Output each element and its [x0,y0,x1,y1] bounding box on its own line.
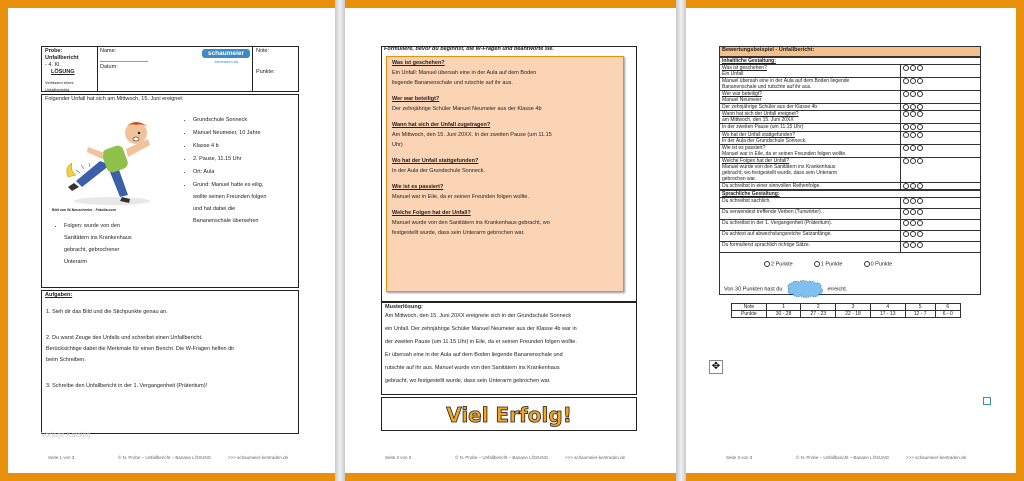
content-table [719,57,981,190]
wquestions-frame [381,46,637,302]
criterion-line: Wer war beteiligt? [722,91,762,97]
rating-faces [901,230,981,241]
grade-cell: 3 [836,303,871,310]
answer-line: Manuel war in Eile, da er seinen Freunden folgen wollte. [392,194,529,200]
content-row [720,124,981,131]
grade-cell: Punkte [732,310,767,317]
question: Welche Folgen hat der Unfall? [392,210,471,216]
fact-item: • Klasse 4 b [193,143,266,150]
criterion-line: Was ist geschehen? [722,65,767,71]
rating-faces [901,197,981,208]
grade-cell: 6 [935,303,960,310]
fact-item: • Grund: Manuel hatte es eilig, [193,182,266,189]
task-2-note: Berücksichtige dabei die Merkmale für einen Bericht. Die W-Fragen helfen dir [46,346,235,352]
answer-line: Uhr) [392,142,403,148]
criterion [720,104,901,111]
evaluation-sheet [719,46,981,318]
answer-box [386,56,624,292]
criterion [720,124,901,131]
answer-line: Manuel wurde von den Sanitätern ins Krankenhaus gebracht, wo [392,220,550,226]
question: Wo hat der Unfall stattgefunden? [392,158,479,164]
grade-cell: 30 - 28 [766,310,801,317]
solution-label: LÖSUNG [51,69,75,75]
evaluation-title: Bewertungsbeispiel - Unfallbericht: [719,46,981,57]
language-row [720,219,981,230]
grade-cell: 6 - 0 [935,310,960,317]
grade-row [732,310,961,317]
answer-line: In der Aula der Grundschule Sonneck. [392,168,485,174]
consequence-list [64,223,132,271]
page-2 [345,8,678,473]
consequence-line: Unterarm [64,259,87,265]
rating-faces [901,91,981,104]
scenario-box [41,94,299,288]
solution-line: Er übersah eine in der Aula auf dem Boden liegende Bananenschale und [385,352,563,358]
rating-faces [901,78,981,91]
content-row [720,111,981,124]
score-cloud-icon [784,280,826,298]
solution-box [381,302,637,395]
solution-text [385,313,577,391]
language-table [719,190,981,253]
facts-list [193,117,266,230]
footer-page-number: Seite 1 von 3 [48,455,75,460]
solution-line: Am Mittwoch, den 15. Juni 20XX ereignete sich in der Grundschule Sonneck [385,313,572,319]
criterion: Du formulierst sprachlich richtige Sätze. [720,241,901,252]
task-2-note-cont: beim Schreiben. [46,357,86,363]
criterion-line: Bananenschale und rutschte auf ihr aus. [722,84,812,90]
footer-copyright: © N. Probe – Unfallbericht – Banane LÖSUNG [796,455,890,460]
closing-text: Viel Erfolg! [446,403,572,427]
criterion: Du achtest auf abwechslungsreiche Satzanfänge. [720,230,901,241]
rating-faces [901,182,981,189]
footer-website: >>> schaumeier-kentraden.de [565,455,626,460]
criterion-line: Wo hat der Unfall stattgefunden? [722,131,796,138]
criterion-line: Der zehnjährige Schüler aus der Klasse 4b [722,104,818,110]
grade-cell: 1 [766,303,801,310]
answer-line: Ein Unfall: Manuel übersah eine in der Aula auf dem Boden [392,70,537,76]
resize-handle-icon[interactable] [983,397,991,405]
rating-faces [901,104,981,111]
consequence-line: Sanitätern ins Krankenhaus [64,235,132,241]
language-row [720,230,981,241]
criterion: Du schreibst in der 1. Vergangenheit (Präteritum). [720,219,901,230]
grade-cell: 4 [870,303,905,310]
instruction: Formuliere, bevor du beginnst, die W-Fragen und beantworte sie. [384,46,555,52]
grade-cell: 2 [801,303,836,310]
page-3 [686,8,1016,473]
score-line: Von 30 Punkten hast du erreicht. [724,280,847,298]
fact-item: • Ort: Aula [193,169,266,176]
grade-cell: 17 - 13 [870,310,905,317]
criterion-line: am Mittwoch, den 15. Juni 20XX [722,117,794,124]
content-row [720,104,981,111]
solution-line: gebracht, wo festgestellt wurde, dass sein Unterarm gebrochen war. [385,378,551,384]
criterion [720,111,901,124]
fact-item: und hat dabei die [193,206,236,212]
subtitle: Verfassen eines Unfallberichts [45,80,74,92]
solution-title: Musterlösung: [385,304,423,310]
answer-line: liegende Bananenschale und rutschte auf ihr aus. [392,80,513,86]
footer-copyright: © N. Probe – Unfallbericht – Banane LÖSUNG [455,455,549,460]
legend-box [719,253,981,295]
criterion-line: gebrochen war. [722,175,757,182]
answer-line: festgestellt wurde, dass sein Unterarm gebrochen war. [392,230,525,236]
rating-faces [901,241,981,252]
footer-page-number: Seite 3 von 3 [726,455,753,460]
fact-item: • 2. Pause, 11.15 Uhr [193,156,266,163]
grade-cell: 27 - 23 [801,310,836,317]
consequence-line: • Folgen: wurde von den [64,223,132,230]
watermark: Vorlage Katalog [41,432,91,439]
question: Wie ist es passiert? [392,184,444,190]
grade-cell: 12 - 7 [905,310,935,317]
rating-faces [901,111,981,124]
footer-website: >>> schaumeier-kentraden.de [906,455,967,460]
solution-line: ein Unfall. Der zehnjährige Schüler Manuel Neumeier aus der Klasse 4b war in [385,326,577,332]
task-2: 2. Du warst Zeuge des Unfalls und schreibst einen Unfallbericht. [46,335,203,341]
intro-text: Folgender Unfall hat sich am Mittwoch, 15. Juni ereignet: [45,96,184,102]
answer-line: Am Mittwoch, den 15. Juni 20XX. In der zweiten Pause (um 11.15 [392,132,552,138]
page-1 [8,8,335,473]
content-row [720,157,981,182]
content-row [720,91,981,104]
content-row [720,182,981,189]
rating-faces [901,144,981,157]
fact-item: • Manuel Neumeier, 10 Jahre [193,130,266,137]
grade-table [731,303,961,318]
criterion-line: Wann hat sich der Unfall ereignet? [722,111,799,118]
slipping-boy-illustration [60,117,172,207]
grade-cell: 22 - 18 [836,310,871,317]
page-gap [676,0,686,481]
fact-item: • Grundschule Sonneck [193,117,266,124]
criterion: Du schreibst sachlich. [720,197,901,208]
criterion-line: In der zweiten Pause (um 11.15 Uhr) [722,124,804,131]
criterion-line: Wie ist es passiert? [722,144,766,151]
solution-line: rutschte auf ihr aus. Manuel wurde von den Sanitätern ins Krankenhaus [385,365,560,371]
footer-page-number: Seite 2 von 3 [385,455,412,460]
criterion [720,157,901,182]
tasks-title: Aufgaben: [45,292,73,298]
rating-faces [901,208,981,219]
content-row [720,65,981,78]
criterion: Du verwendest treffende Verben (Tunwörter). [720,208,901,219]
move-handle-icon[interactable]: ✥ [709,360,723,374]
content-row [720,144,981,157]
answer-line: Der zehnjährige Schüler Manuel Neumeier aus der Klasse 4b [392,106,542,112]
criterion [720,182,901,189]
question: Wann hat sich der Unfall zugetragen? [392,122,491,128]
rating-faces [901,131,981,144]
criterion-line: Ein Unfall [722,71,744,77]
grade-row [732,303,961,310]
closing-box [381,397,637,431]
criterion-line: In der Aula der Grundschule Sonneck. [722,137,807,144]
rating-faces [901,157,981,182]
grade-cell: 5 [905,303,935,310]
logo: schaumeier -kentraden.de [202,49,250,73]
name-label: Name: [100,48,117,54]
criterion-line: Manuel Neumeier [722,97,762,103]
criterion [720,131,901,144]
note-label: Note: [256,48,270,54]
task-3: 3. Schreibe den Unfallbericht in der 1. Vergangenheit (Präteritum)! [46,383,208,389]
criterion-line: Du schreibst in einer sinnvollen Reihenfolge. [722,182,821,189]
legend: 2 Punkte 1 Punkte 0 Punkte [764,261,892,268]
criterion-line: Manuel wurde von den Sanitätern ins Krankenhaus [722,163,836,170]
criterion [720,65,901,78]
content-row [720,131,981,144]
criterion-line: Manuel übersah eine in der Aula auf dem Boden liegende [722,78,850,84]
image-caption: Bild von W-Neuschreier - Fotolia.com [52,208,116,212]
solution-line: der zweiten Pause (um 11.15 Uhr) in Eile, da er seinen Freunden folgen wollte. [385,339,577,345]
page-gap [335,0,345,481]
language-row [720,197,981,208]
language-row [720,241,981,252]
criterion [720,144,901,157]
content-title: Inhaltliche Gestaltung: [720,58,981,65]
criterion [720,78,901,91]
tasks-box [41,290,299,434]
points-label: Punkte: [256,69,275,75]
header-box [41,46,299,92]
criterion-line: gebracht, wo festgestellt wurde, dass sein Unterarm [722,169,838,176]
language-row [720,208,981,219]
subject: Probe: Unfallbericht [45,48,79,61]
question: Wer war beteiligt? [392,96,440,102]
date-label: Datum: [100,64,118,70]
grade: - 4. Kl. [45,62,61,68]
criterion-line: Welche Folgen hat der Unfall? [722,157,790,164]
grade-cell: Note [732,303,767,310]
fact-item: Bananenschale übersehen [193,218,259,224]
fact-item: wollte seinen Freunden folgen [193,194,267,200]
criterion [720,91,901,104]
footer-copyright: © N. Probe – Unfallbericht – Banane LÖSUNG [118,455,212,460]
language-title: Sprachliche Gestaltung: [720,190,981,197]
question: Was ist geschehen? [392,60,445,66]
rating-faces [901,65,981,78]
criterion-line: Manuel war in Eile, da er seinen Freunden folgen wollte. [722,150,847,157]
task-1: 1. Sieh dir das Bild und die Stichpunkte genau an. [46,309,168,315]
consequence-line: gebracht, gebrochener [64,247,120,253]
footer-website: >>> schaumeier-kentraden.de [228,455,289,460]
rating-faces [901,124,981,131]
rating-faces [901,219,981,230]
content-row [720,78,981,91]
